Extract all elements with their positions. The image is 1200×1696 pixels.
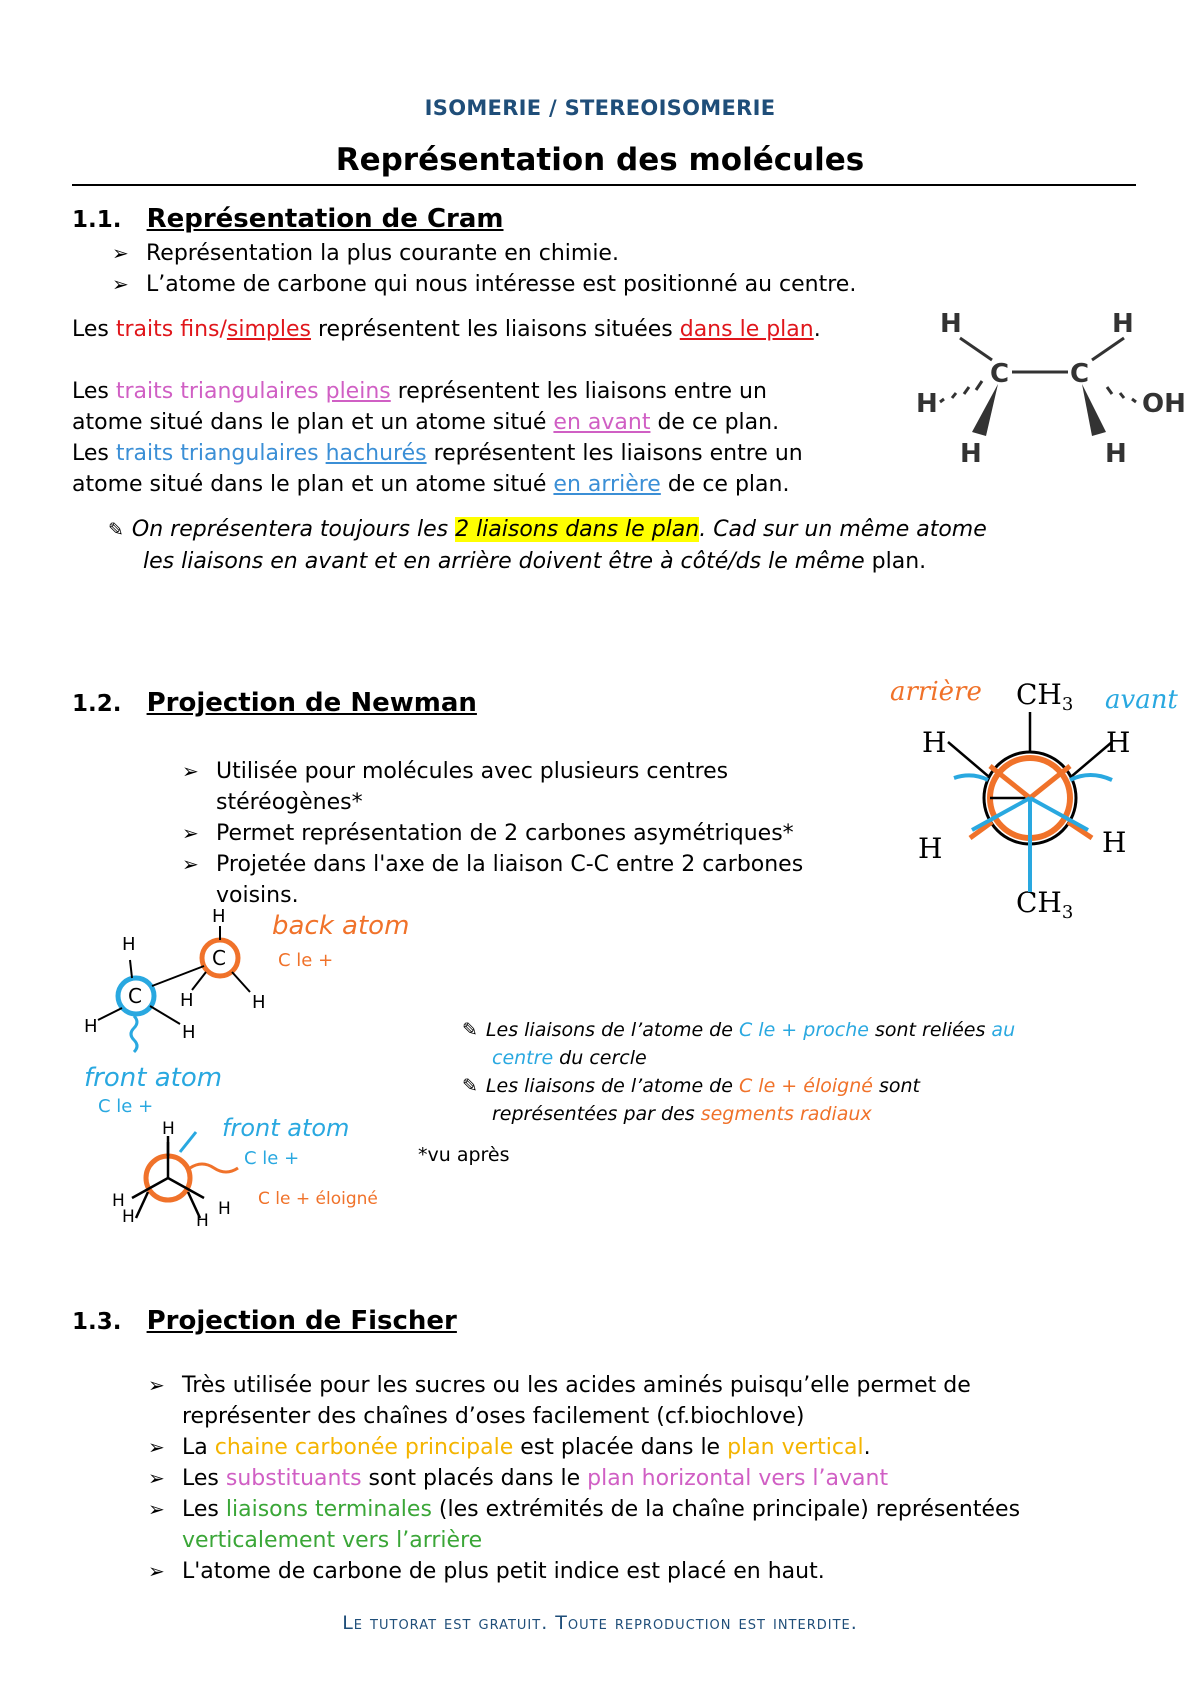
atom-label: H bbox=[940, 309, 962, 339]
arrow-bullet-icon: ➢ bbox=[112, 241, 129, 265]
newman-note-proche: ✎ Les liaisons de l’atome de C le + proche sont reliées au centre du cercle bbox=[462, 1019, 1016, 1069]
cram-note: ✎ On représentera toujours les 2 liaisons dans le plan. Cad sur un même atome les liaisons en avant et en arrière doivent être à côté/ds le même plan. bbox=[108, 517, 987, 574]
c-plus-label: C le + bbox=[244, 1148, 300, 1169]
title-divider bbox=[72, 184, 1136, 186]
list-item: ➢ Très utilisée pour les sucres ou les acides aminés puisqu’elle permet de représenter des chaînes d’oses facilement (cf.biochlove) bbox=[148, 1370, 971, 1432]
handwritten-label-front-atom: front atom bbox=[222, 1114, 350, 1142]
h-label: H bbox=[918, 832, 943, 865]
section-title: Projection de Fischer bbox=[146, 1306, 457, 1336]
handwritten-label-back-atom: back atom bbox=[272, 911, 410, 941]
svg-text:H: H bbox=[112, 1191, 125, 1211]
list-item: ➢ L'atome de carbone de plus petit indice est placé en haut. bbox=[148, 1556, 825, 1587]
list-item: ➢ L’atome de carbone qui nous intéresse est positionné au centre. bbox=[112, 269, 856, 300]
arrow-bullet-icon: ➢ bbox=[148, 1373, 165, 1397]
cram-ethanol-diagram bbox=[900, 302, 1190, 472]
list-item: ➢ Utilisée pour molécules avec plusieurs centres stéréogènes* bbox=[182, 756, 728, 818]
svg-text:H: H bbox=[252, 992, 266, 1013]
atom-label: H bbox=[1105, 439, 1127, 469]
atom-label: C bbox=[990, 359, 1010, 389]
svg-text:H: H bbox=[182, 1022, 196, 1043]
c-plus-label: C le + bbox=[98, 1096, 154, 1117]
newman-sketch-diagram bbox=[72, 900, 442, 1230]
section-number: 1.2. bbox=[72, 691, 122, 717]
section-number: 1.3. bbox=[72, 1309, 122, 1335]
list-item: ➢ La chaine carbonée principale est placée dans le plan vertical. bbox=[148, 1432, 871, 1463]
c-plus-label: C le + bbox=[278, 950, 334, 971]
atom-label: H bbox=[960, 439, 982, 469]
list-item: ➢ Projetée dans l'axe de la liaison C-C entre 2 carbones voisins. bbox=[182, 849, 803, 911]
svg-text:H: H bbox=[180, 990, 194, 1011]
handwritten-label-front-atom: front atom bbox=[84, 1063, 223, 1093]
footnote-vu-apres: *vu après bbox=[418, 1144, 510, 1166]
svg-text:H: H bbox=[218, 1199, 231, 1219]
list-item: ➢ Permet représentation de 2 carbones asymétriques* bbox=[182, 818, 794, 849]
cram-paragraph-hachures: Les traits triangulaires hachurés représentent les liaisons entre un atome situé dans le plan et un atome situé en arrière de ce plan. bbox=[72, 441, 803, 497]
pencil-icon: ✎ bbox=[462, 1075, 478, 1097]
document-header: ISOMERIE / STEREOISOMERIE bbox=[424, 96, 776, 120]
list-item: ➢ Les substituants sont placés dans le plan horizontal vers l’avant bbox=[148, 1463, 888, 1494]
newman-projection-diagram bbox=[880, 660, 1180, 920]
section-cram-heading bbox=[72, 204, 504, 234]
section-title: Projection de Newman bbox=[146, 688, 477, 718]
h-label: H bbox=[922, 726, 947, 759]
atom-label: C bbox=[1070, 359, 1090, 389]
svg-text:C: C bbox=[128, 984, 142, 1008]
section-number: 1.1. bbox=[72, 207, 122, 233]
ch3-bottom-label: $CH_3$ bbox=[1016, 886, 1074, 920]
newman-note-eloigne: ✎ Les liaisons de l’atome de C le + éloigné sont représentées par des segments radiaux bbox=[462, 1075, 920, 1125]
h-label: H bbox=[1106, 726, 1131, 759]
arrow-bullet-icon: ➢ bbox=[148, 1466, 165, 1490]
section-newman-heading bbox=[72, 688, 477, 718]
cram-paragraph-plan: Les traits fins/simples représentent les liaisons situées dans le plan. bbox=[72, 317, 821, 342]
arrow-bullet-icon: ➢ bbox=[148, 1497, 165, 1521]
handwritten-label-avant: avant bbox=[1105, 685, 1178, 715]
h-label: H bbox=[1102, 826, 1127, 859]
atom-label: H bbox=[916, 389, 938, 419]
section-title: Représentation de Cram bbox=[146, 204, 504, 234]
arrow-bullet-icon: ➢ bbox=[182, 852, 199, 876]
svg-text:H: H bbox=[122, 1207, 135, 1227]
arrow-bullet-icon: ➢ bbox=[112, 272, 129, 296]
cram-paragraph-pleins: Les traits triangulaires pleins représentent les liaisons entre un atome situé dans le plan et un atome situé en avant de ce plan. bbox=[72, 379, 780, 435]
list-item: ➢ Les liaisons terminales (les extrémités de la chaîne principale) représentées verticalement vers l’arrière bbox=[148, 1494, 1020, 1556]
svg-text:C: C bbox=[212, 946, 226, 970]
pencil-icon: ✎ bbox=[108, 519, 124, 541]
svg-text:H: H bbox=[84, 1016, 98, 1037]
svg-text:H: H bbox=[162, 1119, 175, 1139]
arrow-bullet-icon: ➢ bbox=[148, 1559, 165, 1583]
handwritten-label-arriere: arrière bbox=[890, 677, 982, 707]
page-footer: Le tutorat est gratuit. Toute reproduction est interdite. bbox=[342, 1612, 858, 1634]
svg-text:H: H bbox=[196, 1211, 209, 1230]
arrow-bullet-icon: ➢ bbox=[182, 821, 199, 845]
atom-label: H bbox=[1112, 309, 1134, 339]
section-fischer-heading bbox=[72, 1306, 457, 1336]
ch3-top-label: $CH_3$ bbox=[1016, 678, 1074, 715]
page-title: Représentation des molécules bbox=[335, 142, 865, 178]
svg-text:H: H bbox=[212, 906, 226, 927]
arrow-bullet-icon: ➢ bbox=[148, 1435, 165, 1459]
svg-text:H: H bbox=[122, 934, 136, 955]
pencil-icon: ✎ bbox=[462, 1019, 478, 1041]
atom-label: OH bbox=[1142, 389, 1186, 419]
arrow-bullet-icon: ➢ bbox=[182, 759, 199, 783]
c-plus-eloigne-label: C le + éloigné bbox=[258, 1189, 378, 1209]
list-item: ➢ Représentation la plus courante en chimie. bbox=[112, 238, 619, 269]
